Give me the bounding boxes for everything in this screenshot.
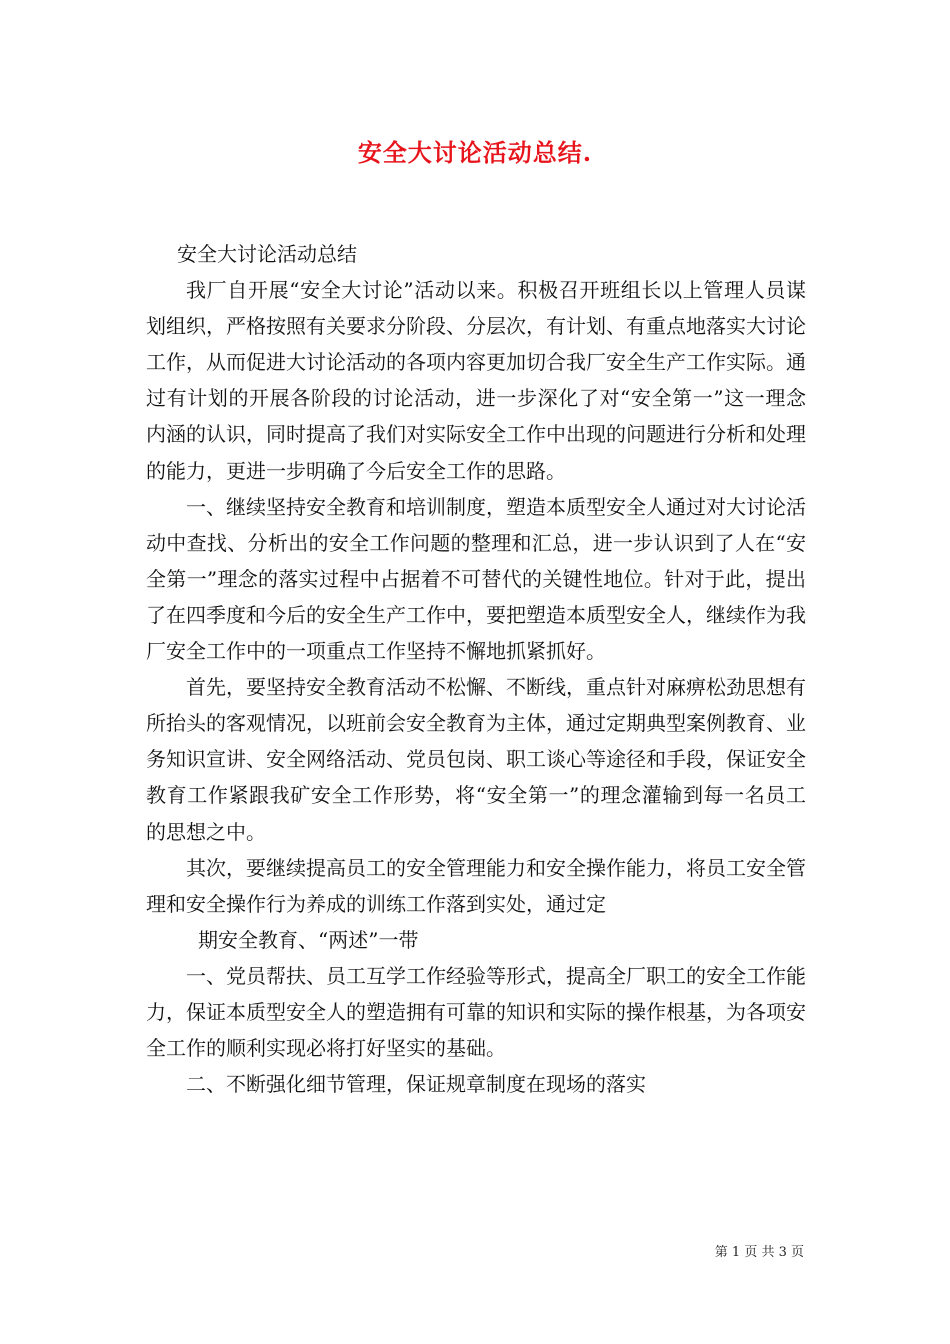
paragraph-section-two: 二、不断强化细节管理，保证规章制度在现场的落实 [186,1072,646,1097]
document-subtitle: 安全大讨论活动总结 [177,242,357,266]
paragraph-intro: 我厂自开展“安全大讨论”活动以来。积极召开班组长以上管理人员谋划组织，严格按照有关要求分阶段、分层次，有计划、有重点地落实大讨论工作，从而促进大讨论活动的各项内容更加切合我厂安全生产工作实际。通过有计划的开展各阶段的讨论活动，进一步深化了对“安全第一”这一理念内涵的认识，同时提高了我们对实际安全工作中出现的问题进行分析和处理的能力，更进一步明确了今后安全工作的思路。 [146,278,806,483]
paragraph-first: 首先，要坚持安全教育活动不松懈、不断线，重点针对麻痹松劲思想有所抬头的客观情况，以班前会安全教育为主体，通过定期典型案例教育、业务知识宣讲、安全网络活动、党员包岗、职工谈心等途径和手段，保证安全教育工作紧跟我矿安全工作形势，将“安全第一”的理念灌输到每一名员工的思想之中。 [146,675,806,844]
page-number: 第 1 页 共 3 页 [714,1245,804,1260]
paragraph-fragment: 期安全教育、“两述”一带 [198,927,419,952]
paragraph-second: 其次，要继续提高员工的安全管理能力和安全操作能力，将员工安全管理和安全操作行为养成的训练工作落到实处，通过定 [146,855,806,916]
paragraph-party-help: 一、党员帮扶、员工互学工作经验等形式，提高全厂职工的安全工作能力，保证本质型安全人的塑造拥有可靠的知识和实际的操作根基，为各项安全工作的顺利实现必将打好坚实的基础。 [146,963,806,1061]
paragraph-section-one: 一、继续坚持安全教育和培训制度，塑造本质型安全人通过对大讨论活动中查找、分析出的安全工作问题的整理和汇总，进一步认识到了人在“安全第一”理念的落实过程中占据着不可替代的关键性地位。针对于此，提出了在四季度和今后的安全生产工作中，要把塑造本质型安全人，继续作为我厂安全工作中的一项重点工作坚持不懈地抓紧抓好。 [146,494,806,664]
page-title: 安全大讨论活动总结. [357,138,593,167]
document-body [146,236,806,1102]
